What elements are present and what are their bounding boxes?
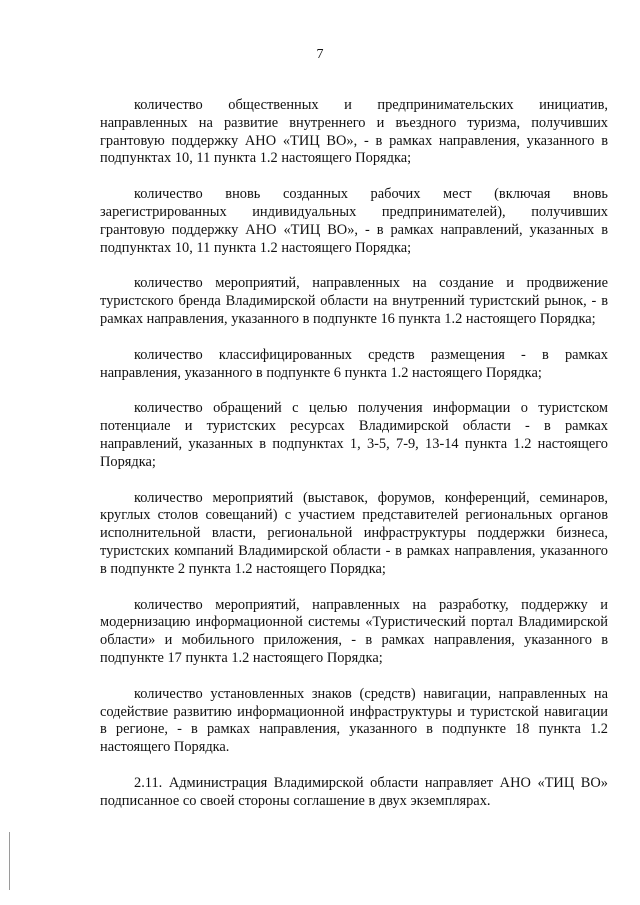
document-body (100, 97, 608, 811)
paragraph-section-2-11: 2.11. Администрация Владимирской области направляет АНО «ТИЦ ВО» подписанное со своей стороны соглашение в двух экземплярах. (100, 774, 608, 809)
scan-margin-line (9, 832, 10, 890)
page-number: 7 (316, 47, 324, 62)
paragraph-information-requests: количество обращений с целью получения информации о туристском потенциале и туристских ресурсах Владимирской области - в рамках направлений, указанных в подпунктах 1, 3-5, 7-9, 13-14 пункта 1.2 настоящего Порядка; (100, 400, 608, 470)
paragraph-brand-events: количество мероприятий, направленных на создание и продвижение туристского бренда Владимирской области на внутренний туристский рынок, - в рамках направления, указанного в подпункте 16 пункта 1.2 настоящего Порядка; (100, 275, 608, 327)
paragraph-tourist-portal: количество мероприятий, направленных на разработку, поддержку и модернизацию информационной системы «Туристический портал Владимирской области» и мобильного приложения, - в рамках направления, указанного в подпункте 17 пункта 1.2 настоящего Порядка; (100, 596, 608, 666)
paragraph-public-initiatives: количество общественных и предпринимательских инициатив, направленных на развитие внутреннего и въездного туризма, получивших грантовую поддержку АНО «ТИЦ ВО», - в рамках направления, указанного в подпунктах 10, 11 пункта 1.2 настоящего Порядка; (100, 97, 608, 167)
paragraph-business-events: количество мероприятий (выставок, форумов, конференций, семинаров, круглых столов совещаний) с участием представителей региональных органов исполнительной власти, региональной инфраструктуры поддержки бизнеса, туристских компаний Владимирской области - в рамках направления, указанного в подпункте 2 пункта 1.2 настоящего Порядка; (100, 489, 608, 577)
paragraph-new-jobs: количество вновь созданных рабочих мест (включая вновь зарегистрированных индивидуальных предпринимателей), получивших грантовую поддержку АНО «ТИЦ ВО», - в рамках направлений, указанных в подпунктах 10, 11 пункта 1.2 настоящего Порядка; (100, 186, 608, 256)
paragraph-navigation-signs: количество установленных знаков (средств) навигации, направленных на содействие развитию информационной инфраструктуры и туристской навигации в регионе, - в рамках направления, указанного в подпункте 18 пункта 1.2 настоящего Порядка. (100, 685, 608, 756)
paragraph-accommodation: количество классифицированных средств размещения - в рамках направления, указанного в подпункте 6 пункта 1.2 настоящего Порядка; (100, 346, 608, 381)
